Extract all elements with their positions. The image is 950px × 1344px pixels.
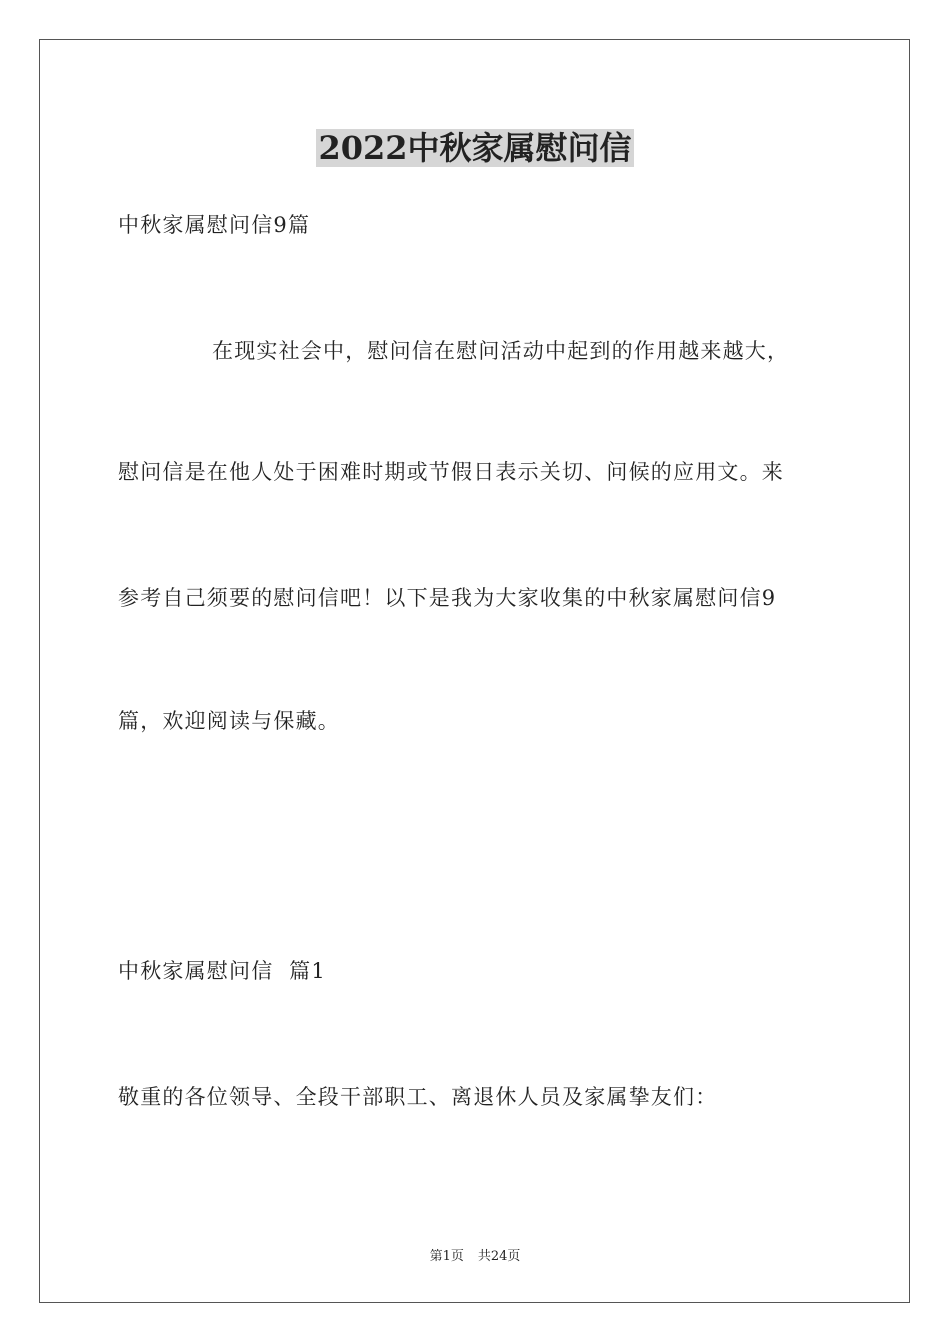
page-number-current: 第1页 [429, 1249, 464, 1264]
paragraph-line-3: 参考自己须要的慰问信吧！以下是我为大家收集的中秋家属慰问信9 [118, 586, 777, 610]
paragraph-line-4: 篇，欢迎阅读与保藏。 [118, 709, 340, 733]
salutation: 敬重的各位领导、全段干部职工、离退休人员及家属挚友们： [118, 1085, 718, 1109]
page-number-total: 共24页 [477, 1249, 521, 1264]
page-footer [0, 1248, 950, 1266]
document-subtitle: 中秋家属慰问信9篇 [118, 213, 311, 237]
document-title-text: 2022中秋家属慰问信 [318, 129, 632, 167]
paragraph-line-1: 在现实社会中，慰问信在慰问活动中起到的作用越来越大， [212, 339, 790, 363]
paragraph-line-2: 慰问信是在他人处于困难时期或节假日表示关切、问候的应用文。来 [118, 460, 784, 484]
section-heading: 中秋家属慰问信 篇1 [118, 959, 326, 983]
document-title [0, 126, 950, 170]
